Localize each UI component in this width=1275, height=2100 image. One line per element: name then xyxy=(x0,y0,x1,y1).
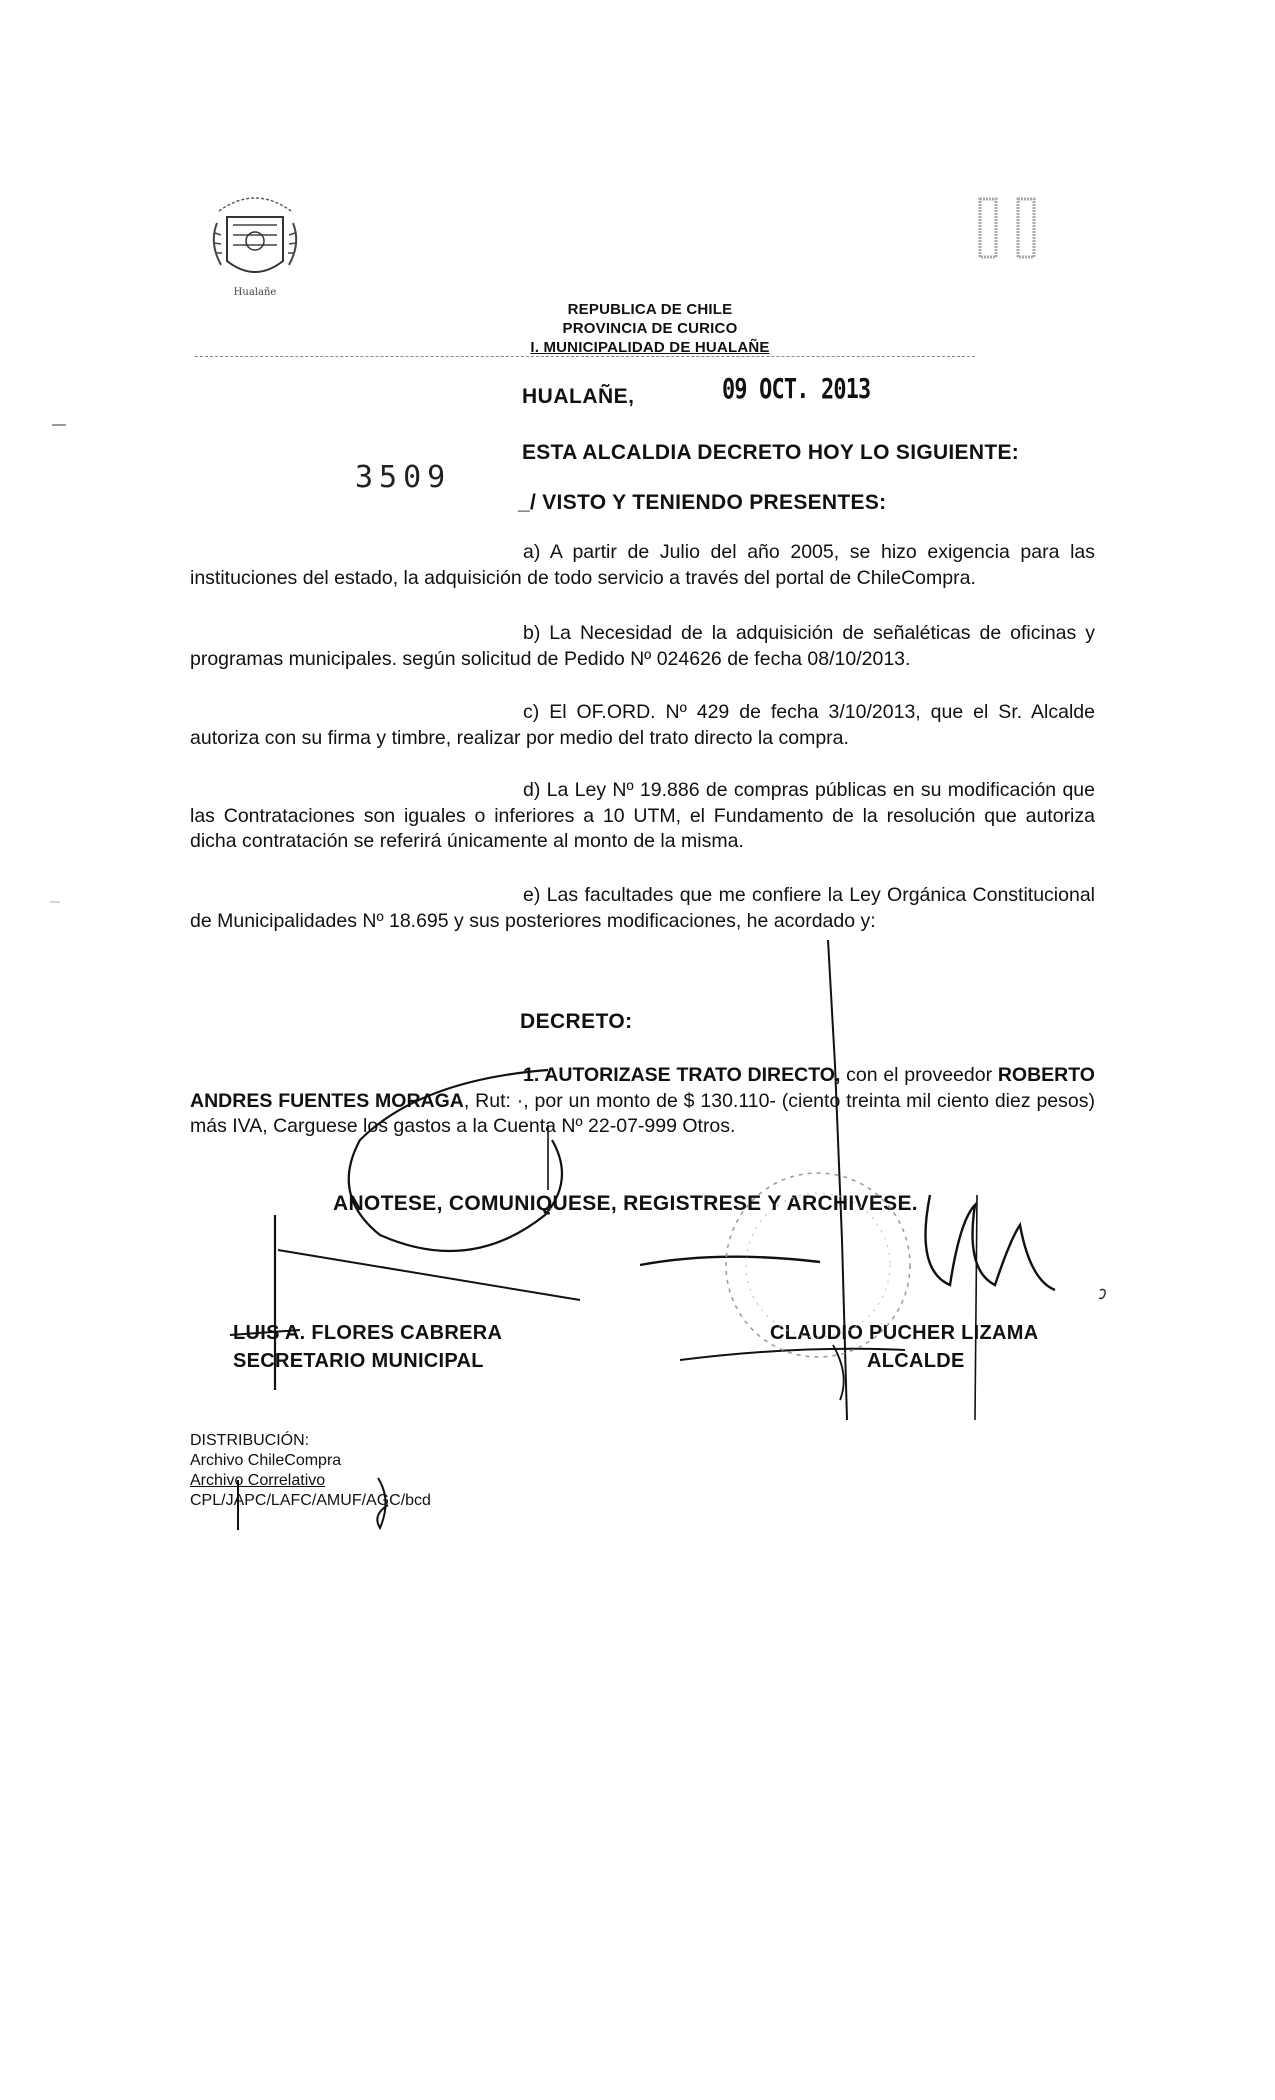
provider-name: ROBERTO ANDRES FUENTES MORAGA xyxy=(190,1064,1095,1112)
mayor-title: ALCALDE xyxy=(867,1350,965,1372)
distribution-item: Archivo ChileCompra xyxy=(190,1452,342,1469)
letterhead xyxy=(400,300,900,357)
distribution-item: CPL/JAPC/LAFC/AMUF/AGC/bcd xyxy=(190,1492,431,1509)
mayor-name: CLAUDIO PUCHER LIZAMA xyxy=(770,1322,1039,1344)
closing-formula: ANOTESE, COMUNIQUESE, REGISTRESE Y ARCHIVESE. xyxy=(333,1192,918,1215)
secretary-name: LUIS A. FLORES CABRERA xyxy=(233,1322,503,1344)
paragraph-b: b) La Necesidad de la adquisición de señaléticas de oficinas y programas municipales. según solicitud de Pedido Nº 024626 de fecha 08/10/2013. xyxy=(190,622,1095,670)
place-label: HUALAÑE, xyxy=(522,385,635,408)
header-divider xyxy=(195,356,975,357)
paragraph-e: e) Las facultades que me confiere la Ley Orgánica Constitucional de Municipalidades Nº 18.695 y sus posteriores modificaciones, he acordado y: xyxy=(190,884,1095,932)
decree-heading: ESTA ALCALDIA DECRETO HOY LO SIGUIENTE: xyxy=(522,441,1020,464)
visto-heading: _/ VISTO Y TENIENDO PRESENTES: xyxy=(518,491,887,514)
distribution-label: DISTRIBUCIÓN: xyxy=(190,1432,310,1449)
municipality-line: I. MUNICIPALIDAD DE HUALAÑE xyxy=(530,339,770,356)
secretary-title: SECRETARIO MUNICIPAL xyxy=(233,1350,484,1372)
municipal-seal-icon xyxy=(205,183,305,303)
country-line: REPUBLICA DE CHILE xyxy=(567,301,733,318)
distribution-item: Archivo Correlativo xyxy=(190,1472,326,1489)
paragraph-a: a) A partir de Julio del año 2005, se hizo exigencia para las instituciones del estado, la adquisición de todo servicio a través del portal de ChileCompra. xyxy=(190,541,1095,589)
date-stamp: 09 OCT. 2013 xyxy=(722,372,871,405)
decree-item-1 xyxy=(190,1063,1095,1140)
paragraph-c: c) El OF.ORD. Nº 429 de fecha 3/10/2013, que el Sr. Alcalde autoriza con su firma y timbre, realizar por medio del trato directo la compra. xyxy=(190,701,1095,749)
item-1-text-a: con el proveedor xyxy=(840,1064,998,1086)
item-1-text-b: , Rut: ·, por un monto de $ 130.110- (ciento treinta mil ciento diez pesos) más IVA, Carguese los gastos a la Cuenta Nº 22-07-999 Otros. xyxy=(190,1089,1095,1137)
decreto-label: DECRETO: xyxy=(520,1010,633,1033)
corner-mark-icon xyxy=(960,195,1055,265)
seal-caption: Hualañe xyxy=(233,287,277,298)
province-line: PROVINCIA DE CURICO xyxy=(562,320,738,337)
decree-number-stamp: 3509 xyxy=(355,460,452,495)
distribution-block xyxy=(190,1431,431,1511)
item-1-label: 1. AUTORIZASE TRATO DIRECTO, xyxy=(523,1064,841,1086)
paragraph-d: d) La Ley Nº 19.886 de compras públicas en su modificación que las Contrataciones son iguales o inferiores a 10 UTM, el Fundamento de la resolución que autoriza dicha contratación se referirá únicamente al monto de la misma. xyxy=(190,779,1095,852)
